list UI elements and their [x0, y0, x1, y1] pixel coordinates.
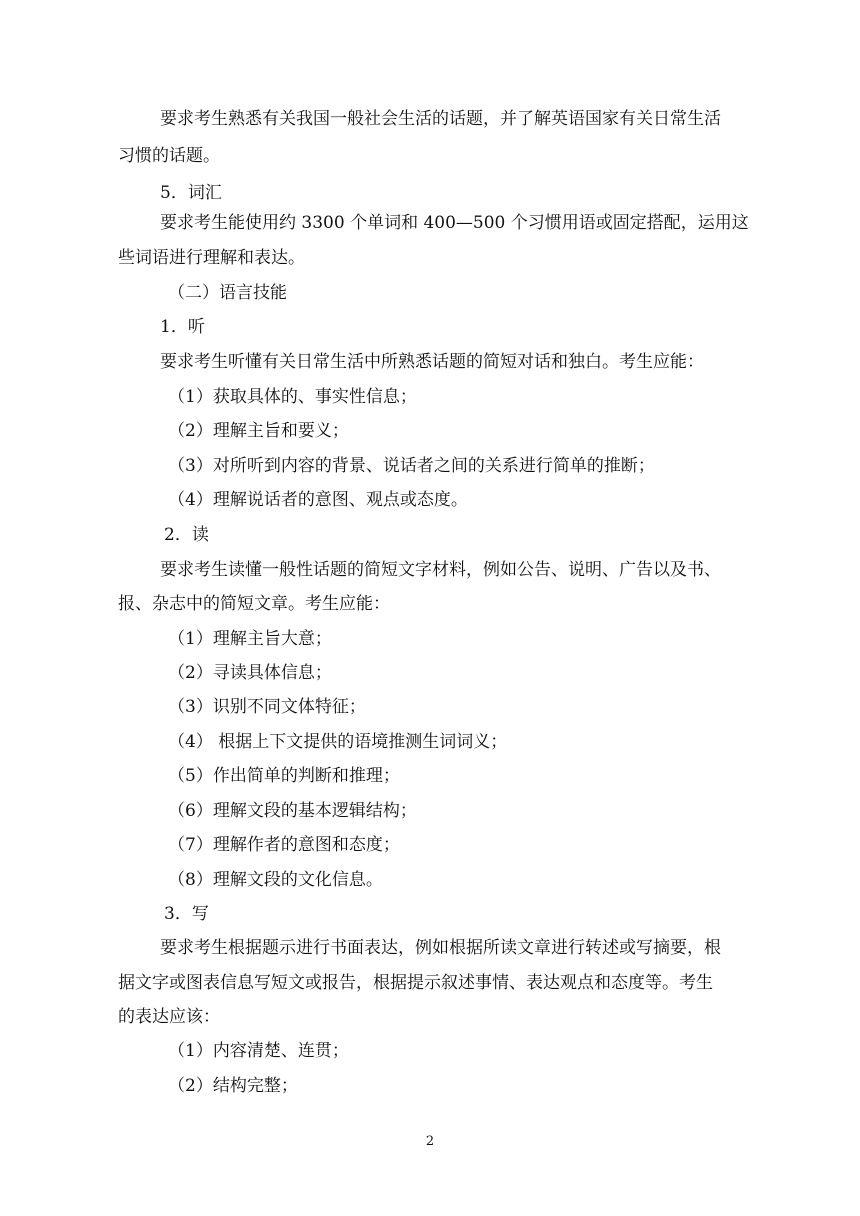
paragraph-line: 要求考生熟悉有关我国一般社会生活的话题，并了解英语国家有关日常生活 — [160, 109, 721, 129]
list-item: （5）作出简单的判断和推理； — [168, 766, 400, 786]
list-item: （2）理解主旨和要义； — [168, 421, 349, 441]
list-item: （3）识别不同文体特征； — [168, 697, 366, 717]
section-heading: 3．写 — [164, 904, 209, 924]
paragraph-line: 习惯的话题。 — [118, 146, 220, 166]
list-item: （4）理解说话者的意图、观点或态度。 — [168, 490, 468, 510]
section-heading: 5．词汇 — [160, 183, 222, 203]
paragraph-line: 报、杂志中的简短文章。考生应能： — [118, 594, 390, 614]
paragraph-line: 要求考生听懂有关日常生活中所熟悉话题的简短对话和独白。考生应能： — [160, 352, 704, 372]
paragraph-line: 的表达应该： — [118, 1007, 220, 1027]
list-item: （2）寻读具体信息； — [168, 663, 332, 683]
list-item: （1）内容清楚、连贯； — [168, 1041, 349, 1061]
section-heading: 1．听 — [160, 317, 205, 337]
paragraph-line: 些词语进行理解和表达。 — [118, 248, 305, 268]
list-item: （4） 根据上下文提供的语境推测生词词义； — [168, 732, 508, 752]
list-item: （3）对所听到内容的背景、说话者之间的关系进行简单的推断； — [168, 456, 655, 476]
list-item: （1）理解主旨大意； — [168, 629, 332, 649]
list-item: （1）获取具体的、事实性信息； — [168, 387, 417, 407]
paragraph-line: 要求考生读懂一般性话题的简短文字材料，例如公告、说明、广告以及书、 — [160, 560, 721, 580]
list-item: （2）结构完整； — [168, 1076, 298, 1096]
list-item: （7）理解作者的意图和态度； — [168, 835, 400, 855]
paragraph-line: 要求考生根据题示进行书面表达，例如根据所读文章进行转述或写摘要，根 — [160, 938, 721, 958]
page-number: 2 — [425, 1134, 435, 1149]
list-item: （8）理解文段的文化信息。 — [168, 870, 383, 890]
section-heading: 2．读 — [164, 525, 209, 545]
paragraph-line: 要求考生能使用约 3300 个单词和 400—500 个习惯用语或固定搭配，运用这 — [160, 213, 749, 233]
list-item: （6）理解文段的基本逻辑结构； — [168, 801, 417, 821]
paragraph-line: 据文字或图表信息写短文或报告，根据提示叙述事情、表达观点和态度等。考生 — [118, 973, 713, 993]
section-heading: （二）语言技能 — [168, 283, 287, 303]
